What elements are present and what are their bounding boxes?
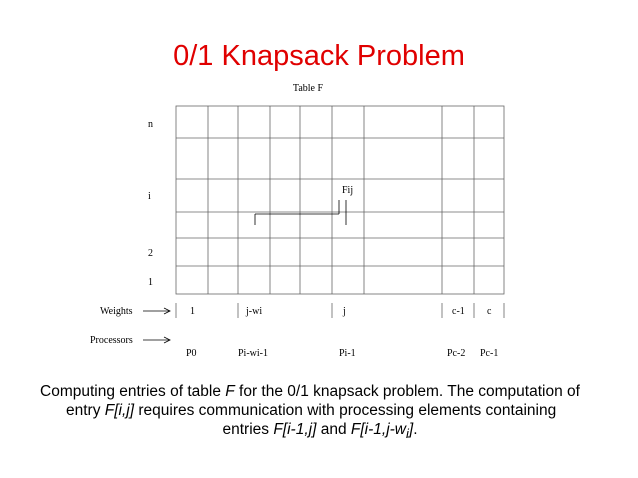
processor-label: Pc-2: [447, 348, 466, 359]
caption-math: F[i-1,j]: [273, 421, 317, 438]
processor-label: Pi-1: [339, 348, 356, 359]
processors-label: Processors: [90, 335, 133, 346]
caption-line: [40, 382, 600, 401]
caption-text: F[i-1,j-w: [350, 421, 406, 438]
weight-label: j: [343, 306, 346, 317]
table-grid: [176, 106, 504, 294]
caption-text: entries: [222, 421, 274, 438]
caption-text: Computing entries of table: [40, 383, 226, 400]
caption-math: F: [225, 383, 235, 400]
cell-label-fij: Fij: [342, 185, 354, 196]
row-label-i: i: [148, 191, 151, 202]
caption-line: [40, 401, 600, 420]
row-label-1: 1: [148, 277, 153, 288]
caption-math: [350, 421, 414, 442]
processors-arrow: [143, 337, 170, 343]
figure-caption: [40, 382, 600, 443]
weight-label: j-wi: [246, 306, 263, 317]
caption-subscript: i: [406, 426, 409, 442]
page-title: 0/1 Knapsack Problem: [173, 40, 465, 72]
processor-label: Pc-1: [480, 348, 499, 359]
caption-text: requires communication with processing elements containing: [134, 402, 557, 419]
weight-label: c: [487, 306, 492, 317]
weights-label: Weights: [100, 306, 133, 317]
caption-text: and: [316, 421, 351, 438]
caption-text: ]: [408, 421, 414, 438]
row-label-2: 2: [148, 248, 153, 259]
weight-label: 1: [190, 306, 195, 317]
weights-arrow: [143, 308, 170, 314]
row-label-n: n: [148, 119, 153, 130]
caption-text: .: [413, 421, 418, 438]
weight-label: c-1: [452, 306, 465, 317]
table-label: Table F: [292, 83, 324, 94]
processor-label: P0: [186, 348, 197, 359]
caption-text: for the 0/1 knapsack problem. The computation of: [234, 383, 580, 400]
caption-math: F[i,j]: [104, 402, 135, 419]
processor-label: Pi-wi-1: [238, 348, 268, 359]
caption-text: entry: [66, 402, 105, 419]
caption-line: [40, 420, 600, 443]
